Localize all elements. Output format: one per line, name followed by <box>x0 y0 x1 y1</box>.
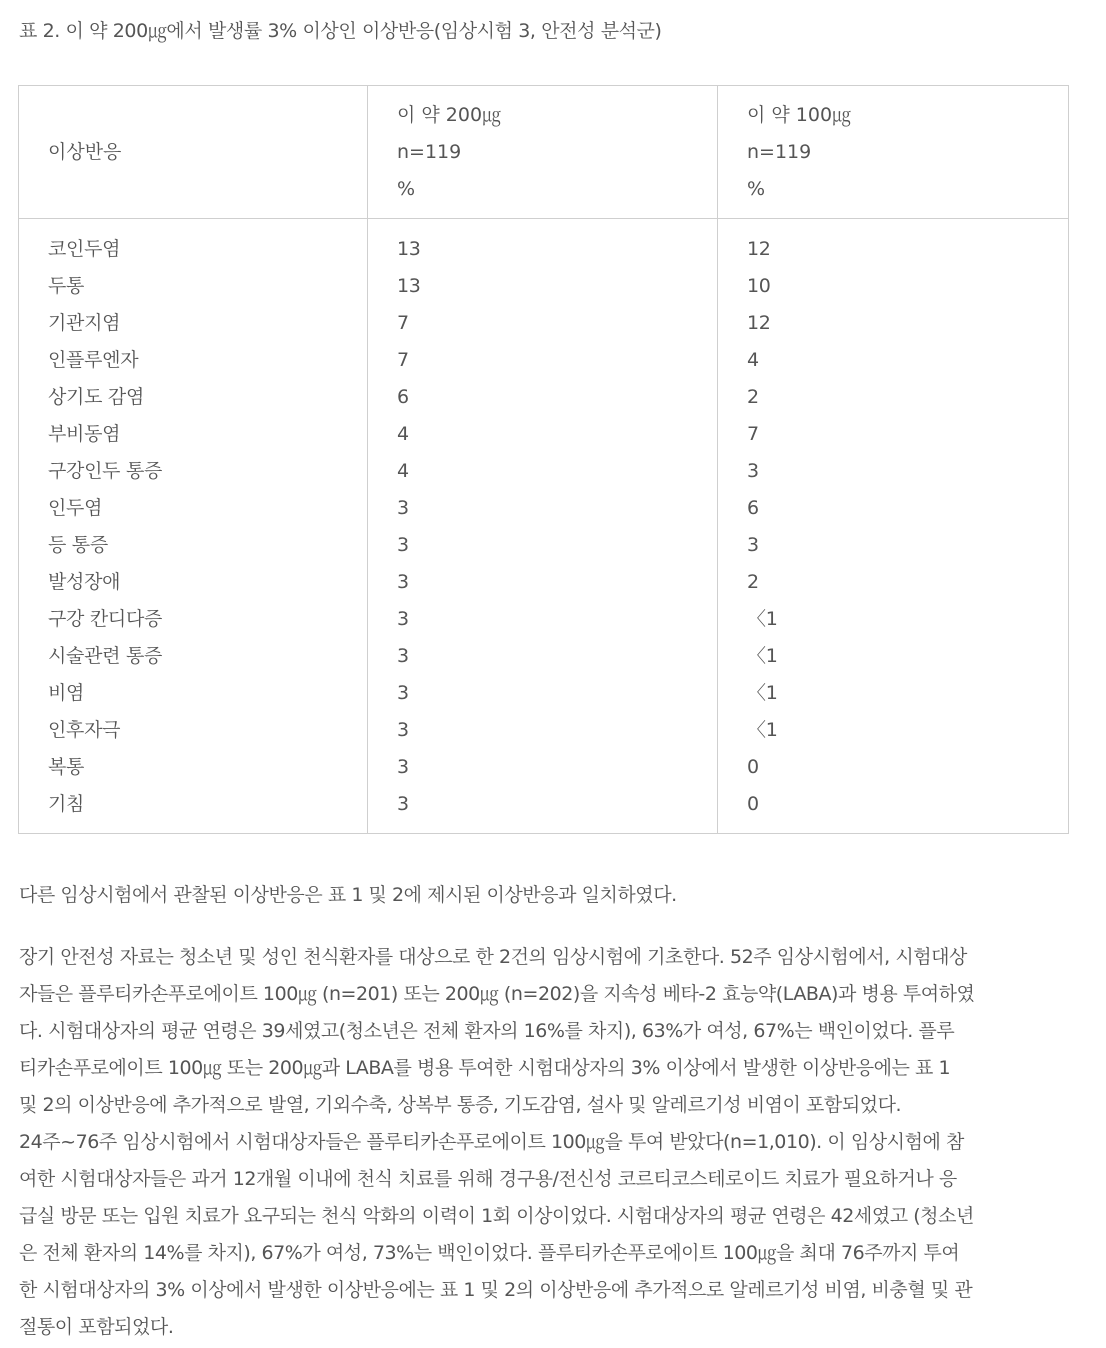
header-dose-100-unit: % <box>747 177 766 200</box>
reaction-cell: 코인두염 <box>48 238 121 260</box>
paragraph-line: 및 2의 이상반응에 추가적으로 발열, 기외수축, 상복부 통증, 기도감염, 설사 및 알레르기성 비염이 포함되었다. <box>19 1094 902 1116</box>
dose-200-cell: 3 <box>397 534 409 556</box>
table-header-row <box>19 86 1069 219</box>
dose-100-cell: 0 <box>747 793 759 815</box>
paragraph-line: 은 전체 환자의 14%를 차지), 67%가 여성, 73%는 백인이었다. 플루티카손푸로에이트 100㎍을 최대 76주까지 투여 <box>19 1242 960 1264</box>
paragraph-line: 여한 시험대상자들은 과거 12개월 이내에 천식 치료를 위해 경구용/전신성 코르티코스테로이드 치료가 필요하거나 응 <box>19 1168 957 1190</box>
dose-100-cell: 〈1 <box>747 682 778 704</box>
paragraph-line: 급실 방문 또는 입원 치료가 요구되는 천식 악화의 이력이 1회 이상이었다. 시험대상자의 평균 연령은 42세였고 (청소년 <box>19 1205 974 1227</box>
reaction-cell: 부비동염 <box>48 423 121 445</box>
header-dose-100-n: n=119 <box>747 140 812 163</box>
header-dose-200-n: n=119 <box>397 140 462 163</box>
dose-200-cell: 3 <box>397 645 409 667</box>
dose-200-cell: 4 <box>397 460 409 482</box>
header-reaction-label: 이상반응 <box>48 140 122 163</box>
reaction-cell: 기침 <box>48 793 85 815</box>
dose-200-cell: 3 <box>397 682 409 704</box>
dose-100-cell: 12 <box>747 312 771 334</box>
header-reaction <box>19 86 368 219</box>
paragraph-line: 24주~76주 임상시험에서 시험대상자들은 플루티카손푸로에이트 100㎍을 투여 받았다(n=1,010). 이 임상시험에 참 <box>19 1131 964 1153</box>
dose-100-cell: 2 <box>747 386 759 408</box>
dose-100-cell: 6 <box>747 497 759 519</box>
dose-100-cell: 0 <box>747 756 759 778</box>
reaction-cell: 발성장애 <box>48 571 121 593</box>
dose-100-cell: 10 <box>747 275 771 297</box>
reaction-cell: 복통 <box>48 756 85 778</box>
dose-100-cell: 2 <box>747 571 759 593</box>
reaction-cell: 상기도 감염 <box>48 386 145 408</box>
reaction-cell: 인두염 <box>48 497 103 519</box>
dose-200-cell: 7 <box>397 312 409 334</box>
dose-200-cell: 13 <box>397 238 421 260</box>
header-dose-100 <box>718 86 1069 219</box>
dose-200-cell: 3 <box>397 719 409 741</box>
dose-200-cell: 3 <box>397 571 409 593</box>
dose-100-cell: 4 <box>747 349 759 371</box>
paragraph-line: 티카손푸로에이트 100㎍ 또는 200㎍과 LABA를 병용 투여한 시험대상자의 3% 이상에서 발생한 이상반응에는 표 1 <box>19 1057 951 1079</box>
dose-200-cell: 3 <box>397 608 409 630</box>
reaction-cell: 시술관련 통증 <box>48 645 163 667</box>
paragraph-line: 장기 안전성 자료는 청소년 및 성인 천식환자를 대상으로 한 2건의 임상시험에 기초한다. 52주 임상시험에서, 시험대상 <box>19 946 967 968</box>
dose-100-cell: 12 <box>747 238 771 260</box>
table-body-row <box>19 219 1069 834</box>
header-dose-200 <box>368 86 718 219</box>
dose-100-cell: 3 <box>747 460 759 482</box>
header-dose-200-title: 이 약 200㎍ <box>397 103 502 126</box>
reaction-cell: 구강 칸디다증 <box>48 608 163 630</box>
dose-100-cell: 〈1 <box>747 719 778 741</box>
dose-100-cell: 〈1 <box>747 645 778 667</box>
adverse-reactions-table <box>18 85 1069 834</box>
dose-100-cell: 7 <box>747 423 759 445</box>
dose-200-cell: 7 <box>397 349 409 371</box>
dose-200-cell: 3 <box>397 756 409 778</box>
reaction-cell: 등 통증 <box>48 534 108 556</box>
paragraph-consistency <box>19 877 1069 914</box>
reaction-cell: 비염 <box>48 682 85 704</box>
reaction-cell: 기관지염 <box>48 312 121 334</box>
dose-100-cell: 〈1 <box>747 608 778 630</box>
reaction-cell: 인후자극 <box>48 719 121 741</box>
reaction-cell: 두통 <box>48 275 85 297</box>
dose-200-cell: 6 <box>397 386 409 408</box>
reaction-cell: 인플루엔자 <box>48 349 139 371</box>
paragraph-long-term-safety <box>19 939 1069 1346</box>
dose-200-cell: 4 <box>397 423 409 445</box>
reaction-column <box>19 219 368 834</box>
paragraph-line: 한 시험대상자의 3% 이상에서 발생한 이상반응에는 표 1 및 2의 이상반응에 추가적으로 알레르기성 비염, 비충혈 및 관 <box>19 1279 973 1301</box>
paragraph-line: 절통이 포함되었다. <box>19 1316 174 1338</box>
paragraph-line: 다른 임상시험에서 관찰된 이상반응은 표 1 및 2에 제시된 이상반응과 일치하였다. <box>19 884 677 906</box>
dose-100-cell: 3 <box>747 534 759 556</box>
paragraph-line: 다. 시험대상자의 평균 연령은 39세였고(청소년은 전체 환자의 16%를 차지), 63%가 여성, 67%는 백인이었다. 플루 <box>19 1020 955 1042</box>
header-dose-200-unit: % <box>397 177 416 200</box>
dose-200-cell: 3 <box>397 497 409 519</box>
paragraph-line: 자들은 플루티카손푸로에이트 100㎍ (n=201) 또는 200㎍ (n=202)을 지속성 베타-2 효능약(LABA)과 병용 투여하였 <box>19 983 975 1005</box>
dose-200-cell: 13 <box>397 275 421 297</box>
table-caption: 표 2. 이 약 200㎍에서 발생률 3% 이상인 이상반응(임상시험 3, 안전성 분석군) <box>19 20 662 42</box>
reaction-cell: 구강인두 통증 <box>48 460 163 482</box>
dose-200-column <box>368 219 718 834</box>
dose-200-cell: 3 <box>397 793 409 815</box>
dose-100-column <box>718 219 1069 834</box>
header-dose-100-title: 이 약 100㎍ <box>747 103 852 126</box>
